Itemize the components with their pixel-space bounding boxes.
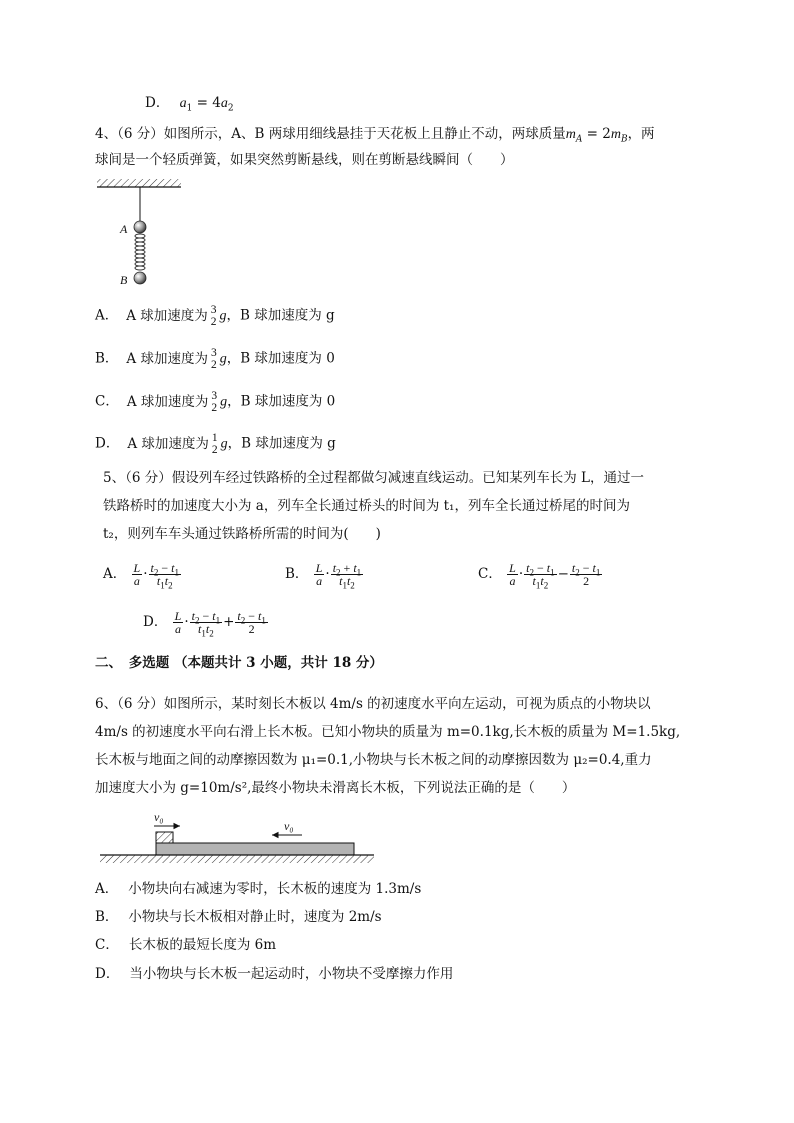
option-label: B． — [285, 566, 309, 582]
fraction-l-over-a: $\frac{L}{a}$ — [133, 561, 141, 588]
question-score: （6 分） — [125, 470, 172, 486]
q6-option-d — [95, 964, 453, 984]
option-label: D． — [145, 95, 170, 111]
q3-option-d-expr: $a_1 = 4a_2$ — [179, 95, 234, 114]
q4-option-c — [95, 390, 335, 414]
question-number: 5、 — [103, 470, 126, 486]
q4-figure-spring-balls — [95, 177, 190, 289]
q5-stem-line1 — [103, 468, 644, 488]
q4-option-d — [95, 432, 336, 456]
q4-option-b — [95, 347, 335, 371]
option-text-2: ，B 球加速度为 g — [226, 307, 335, 324]
v0-label-board: v₀ — [284, 819, 294, 833]
option-label: D． — [95, 435, 120, 452]
fraction-time: $\frac{t_2 + t_1}{t_1t_2}$ — [332, 561, 362, 591]
symbol-g: g — [219, 351, 227, 367]
option-text-2: ，B 球加速度为 0 — [226, 350, 335, 367]
question-score: （6 分） — [117, 696, 164, 712]
fraction-half-diff: $\frac{t_2 - t_1}{2}$ — [571, 561, 601, 588]
long-board — [156, 843, 354, 855]
symbol-g: g — [220, 436, 228, 452]
section-heading: 二、 多选题 （本题共计 3 小题，共计 18 分） — [95, 655, 383, 671]
fraction-num: 3 — [210, 347, 217, 359]
q5-stem-line3: t₂，则列车车头通过铁路桥所需的时间为( ) — [103, 526, 381, 542]
fraction-den: 2 — [210, 359, 217, 371]
option-text: 小物块与长木板相对静止时，速度为 2m/s — [128, 909, 382, 925]
ceiling-hatch — [97, 179, 181, 187]
fraction-l-over-a: $\frac{L}{a}$ — [509, 561, 516, 588]
question-number: 4、 — [95, 126, 118, 142]
option-label: A． — [95, 307, 119, 324]
question-number: 6、 — [95, 696, 118, 712]
q4-option-a — [95, 304, 335, 328]
spring-coil — [135, 234, 145, 270]
symbol-g: g — [219, 308, 227, 324]
option-text: 长木板的最短长度为 6m — [128, 937, 277, 953]
q5-stem-line2: 铁路桥时的加速度大小为 a，列车全长通过桥头的时间为 t₁，列车全长通过桥尾的时间为 — [103, 498, 630, 514]
q4-mass-relation: $m_A = 2m_B$ — [565, 126, 628, 145]
option-text: A 球加速度为 — [126, 393, 209, 410]
fraction-num: 3 — [210, 304, 217, 316]
option-label: D． — [95, 966, 120, 982]
q4-stem-text-2: ，两 — [627, 126, 655, 142]
option-text-2: ，B 球加速度为 g — [227, 435, 336, 452]
label-b: B — [120, 273, 128, 287]
ball-b — [134, 272, 146, 284]
small-block — [156, 832, 173, 843]
fraction-den: 2 — [211, 444, 218, 456]
q6-stem-line3: 长木板与地面之间的动摩擦因数为 μ₁=0.1,小物块与长木板之间的动摩擦因数为 μ₂=0.4,重力 — [95, 752, 652, 768]
option-label: D． — [143, 614, 168, 630]
option-label: A． — [95, 881, 119, 897]
q4-stem-text: 如图所示，A、B 两球用细线悬挂于天花板上且静止不动，两球质量 — [163, 126, 566, 142]
q6-option-a — [95, 879, 421, 899]
q5-option-d: D． $\frac{L}{a}$ · $\frac{t_2 - t_1}{t_1t_2}$ + $\frac{t_2 - t_1}{2}$ — [143, 609, 266, 639]
q6-option-c — [95, 935, 276, 955]
option-text: 当小物块与长木板一起运动时，小物块不受摩擦力作用 — [129, 966, 454, 982]
option-text-2: ，B 球加速度为 0 — [227, 393, 336, 410]
fraction-den: 2 — [210, 316, 217, 328]
option-text: A 球加速度为 — [126, 307, 208, 324]
option-label: B． — [95, 350, 119, 367]
fraction-den: 2 — [211, 402, 218, 414]
fraction — [209, 347, 219, 371]
option-label: C． — [478, 566, 502, 582]
fraction-time: $\frac{t_2 - t_1}{t_1t_2}$ — [526, 561, 555, 591]
q6-stem-line2: 4m/s 的初速度水平向右滑上长木板。已知小物块的质量为 m=0.1kg,长木板的质量为 M=1.5kg, — [95, 724, 681, 740]
fraction-num: 1 — [211, 432, 218, 444]
option-text: A 球加速度为 — [127, 435, 209, 452]
q5-option-c: C． $\frac{L}{a}$ · $\frac{t_2 - t_1}{t_1t_2}$ − $\frac{t_2 - t_1}{2}$ — [478, 561, 601, 591]
q6-option-b — [95, 907, 382, 927]
fraction — [210, 432, 220, 456]
fraction — [209, 390, 219, 414]
option-label: B． — [95, 909, 119, 925]
fraction-l-over-a: $\frac{L}{a}$ — [174, 609, 182, 636]
q4-stem-line2: 球间是一个轻质弹簧，如果突然剪断悬线，则在剪断悬线瞬间（ ） — [95, 152, 514, 168]
q3-option-d — [145, 93, 234, 114]
option-label: A． — [103, 566, 127, 582]
fraction-time: $\frac{t_2 - t_1}{t_1t_2}$ — [191, 609, 221, 639]
question-score: （6 分） — [117, 126, 164, 142]
option-label: C． — [95, 393, 119, 410]
q6-stem-line1 — [95, 694, 651, 714]
q4-stem-line1 — [95, 124, 655, 145]
fraction-half-diff: $\frac{t_2 - t_1}{2}$ — [237, 609, 266, 636]
ground-hatch — [100, 855, 374, 863]
option-text: A 球加速度为 — [126, 350, 208, 367]
fraction-num: 3 — [211, 390, 218, 402]
q5-option-a: A． $\frac{L}{a}$ · $\frac{t_2 - t_1}{t_1t_2}$ — [103, 561, 179, 591]
option-text: 小物块向右减速为零时，长木板的速度为 1.3m/s — [128, 881, 422, 897]
q5-option-b: B． $\frac{L}{a}$ · $\frac{t_2 + t_1}{t_1t_2}$ — [285, 561, 362, 591]
option-label: C． — [95, 937, 119, 953]
q6-figure-board-block — [100, 805, 376, 869]
fraction-time: $\frac{t_2 - t_1}{t_1t_2}$ — [150, 561, 179, 591]
fraction — [209, 304, 219, 328]
fraction-l-over-a: $\frac{L}{a}$ — [315, 561, 323, 588]
symbol-g: g — [220, 394, 228, 410]
ball-a — [134, 221, 146, 233]
v0-label-block: v₀ — [154, 810, 164, 824]
label-a: A — [120, 222, 128, 236]
q6-stem-text: 如图所示，某时刻长木板以 4m/s 的初速度水平向左运动，可视为质点的小物块以 — [163, 696, 651, 712]
q6-stem-line4: 加速度大小为 g=10m/s²,最终小物块未滑离长木板，下列说法正确的是（ ） — [95, 780, 576, 796]
q5-stem-text: 假设列车经过铁路桥的全过程都做匀减速直线运动。已知某列车长为 L，通过一 — [171, 470, 644, 486]
